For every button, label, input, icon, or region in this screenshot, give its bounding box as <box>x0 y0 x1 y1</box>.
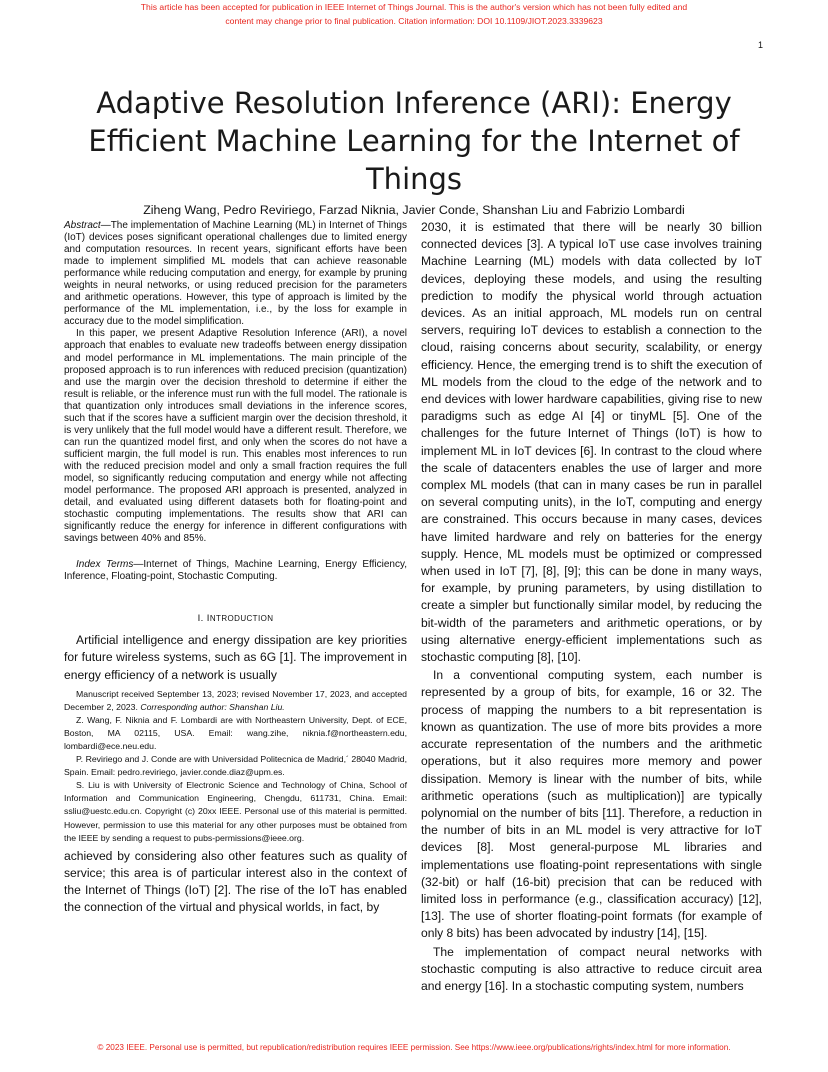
banner-line-1: This article has been accepted for publication in IEEE Internet of Things Journal. This is the author's version which has not been fully edited and <box>140 2 688 12</box>
publication-banner <box>0 0 828 28</box>
section-title-rest: NTRODUCTION <box>209 614 274 624</box>
paper-title: Adaptive Resolution Inference (ARI): Energy Efficient Machine Learning for the Internet of Things <box>88 86 740 196</box>
index-terms-label: Index Terms <box>76 559 134 571</box>
intro-paragraph-1: Artificial intelligence and energy dissipation are key priorities for future wireless systems, such as 6G [1]. The improvement in energy efficiency of a network is usually <box>64 633 407 682</box>
left-column <box>64 220 407 916</box>
right-paragraph-3: The implementation of compact neural networks with stochastic computing is also attractive to reduce circuit area and energy [16]. In a stochastic computing system, numbers <box>421 944 762 993</box>
section-heading-introduction <box>64 613 407 624</box>
section-number: I. <box>197 613 207 625</box>
abstract-dash: — <box>100 220 111 231</box>
banner-line-2: content may change prior to final publication. Citation information: DOI 10.1109/JIOT.2023.3339623 <box>225 16 603 26</box>
abstract-label: Abstract <box>64 220 101 231</box>
intro-paragraph-1-continued: achieved by considering also other features such as quality of service; this area is of particular interest also in the context of the Internet of Things (IoT) [2]. The rise of the IoT has enabled the connection of the virtual and physical worlds, in fact, by <box>64 848 407 915</box>
index-terms-text: Internet of Things, Machine Learning, Energy Efficiency, Inference, Floating-point, Stochastic Computing. <box>64 559 407 583</box>
section-first-letter: I <box>206 613 210 625</box>
abstract-paragraph-2: In this paper, we present Adaptive Resolution Inference (ARI), a novel approach that enables to evaluate new tradeoffs between energy dissipation and model performance in ML implementations. The main principle of the proposed approach is to run inferences with reduced precision (quantization) and use the margin over the decision threshold to determine if either the result is reliable, or the inference must run with the full model. The rationale is that quantization only introduces small deviations in the inference scores, such that if the scores have a sufficient margin over the decision threshold, it is very unlikely that the full model would have a different result. Therefore, we can run the quantized model first, and only when the scores do not have a sufficient margin, the full model is run. This enables most inferences to run with the reduced precision model and only a small fraction requires the full model, so significantly reducing computation and energy while not affecting model performance. The proposed ARI approach is presented, analyzed in detail, and evaluated using different datasets both for floating-point and stochastic computing implementations. The results show that ARI can significantly reduce the energy for inference in different configurations with savings between 40% and 85%. <box>64 328 407 545</box>
footnote-received-text: Manuscript received September 13, 2023; revised November 17, 2023, and accepted December 2, 2023. <box>64 688 407 712</box>
copyright-footer: © 2023 IEEE. Personal use is permitted, but republication/redistribution requires IEEE permission. See https://www.ieee.org/publications/rights/index.html for more information. <box>97 1043 731 1052</box>
abstract <box>64 220 407 545</box>
index-terms-dash: — <box>133 559 144 571</box>
right-paragraph-2: In a conventional computing system, each number is represented by a group of bits, for example, 16 or 32. The process of mapping the numbers to a bit representation is known as quantization. The use of more bits provides a more accurate representation of the numbers and the arithmetic operations, but it also requires more memory and power dissipation. Memory is linear with the number of bits, while arithmetic operations (such as multiplication)] are typically polynomial on the number of bits [11]. Therefore, a reduction in the number of bits in an ML model is very attractive for IoT devices [8]. Most general-purpose ML libraries and implementations use floating-point representations with single (32-bit) or half (16-bit) precision that can be reduced with limited loss in performance (e.g., classification accuracy) [12], [13]. The use of shorter floating-point formats (for example of only 8 bits) has been advocated by industry [14], [15]. <box>421 668 762 941</box>
footnotes <box>64 688 407 845</box>
author-list: Ziheng Wang, Pedro Reviriego, Farzad Niknia, Javier Conde, Shanshan Liu and Fabrizio Lombardi <box>143 203 685 217</box>
footnote-affiliation-3: S. Liu is with University of Electronic Science and Technology of China, School of Information and Communication Engineering, Chengdu, 611731, China. Email: ssliu@uestc.edu.cn. Copyright (c) 20xx IEEE. Personal use of this material is permitted. However, permission to use this material for any other purposes must be obtained from the IEEE by sending a request to pubs-permissions@ieee.org. <box>64 780 407 843</box>
abstract-text-1: The implementation of Machine Learning (ML) in Internet of Things (IoT) devices poses significant operational challenges due to limited energy and computation resources. In recent years, significant efforts have been made to implement simplified ML models that can achieve reasonable performance while reducing computation and energy, for example by pruning weights in neural networks, or using reduced precision for the parameters and arithmetic operations. However, this type of approach is limited by the performance of the ML implementation, i.e., by the loss for example in accuracy due to the model simplification. <box>64 220 407 328</box>
footnote-corresponding: Corresponding author: Shanshan Liu. <box>140 701 285 712</box>
footnote-affiliation-1: Z. Wang, F. Niknia and F. Lombardi are with Northeastern University, Dept. of ECE, Boston, MA 02115, USA. Email: wang.zihe, niknia.f@northeastern.edu, lombardi@ece.neu.edu. <box>64 714 407 752</box>
right-paragraph-1: 2030, it is estimated that there will be nearly 30 billion connected devices [3]. A typical IoT use case involves training Machine Learning (ML) models with data collected by IoT devices, deploying these models, and using the resulting prediction to modify the physical world through actuation devices. As an initial approach, ML models run on central servers, requiring IoT devices to establish a connection to the cloud, raising concerns about security, scalability, or energy efficiency. Hence, the emerging trend is to shift the execution of ML models from the cloud to the edge of the network and to end devices with lower hardware capabilities, giving rise to new paradigms such as edge AI [4] or tinyML [5]. One of the challenges for the future Internet of Things (IoT) is how to implement ML in IoT devices [6]. In contrast to the cloud where the scale of datacenters enables the use of larger and more complex ML models (that can in many cases be run in parallel on several computing units), in the IoT, computing and energy are constrained. This occurs because in many cases, devices have limited hardware and rely on batteries for the energy supply. Hence, ML models must be optimized or compressed when used in IoT [7], [8], [9]; this can be done in many ways, for example, by pruning parameters, by using distillation to create a simpler but functionally similar model, by reducing the bit-width of the parameters and arithmetic operations, or by using alternative energy-efficient implementations such as stochastic computing [8], [10]. <box>421 220 762 665</box>
page-number: 1 <box>757 40 763 50</box>
index-terms <box>64 559 407 583</box>
footnote-received <box>64 688 407 714</box>
right-column <box>421 219 762 995</box>
footnote-affiliation-2: P. Reviriego and J. Conde are with Universidad Politecnica de Madrid,´ 28040 Madrid, Spain. Email: pedro.reviriego, javier.conde.diaz@upm.es. <box>64 754 407 778</box>
abstract-paragraph-1 <box>64 220 407 328</box>
